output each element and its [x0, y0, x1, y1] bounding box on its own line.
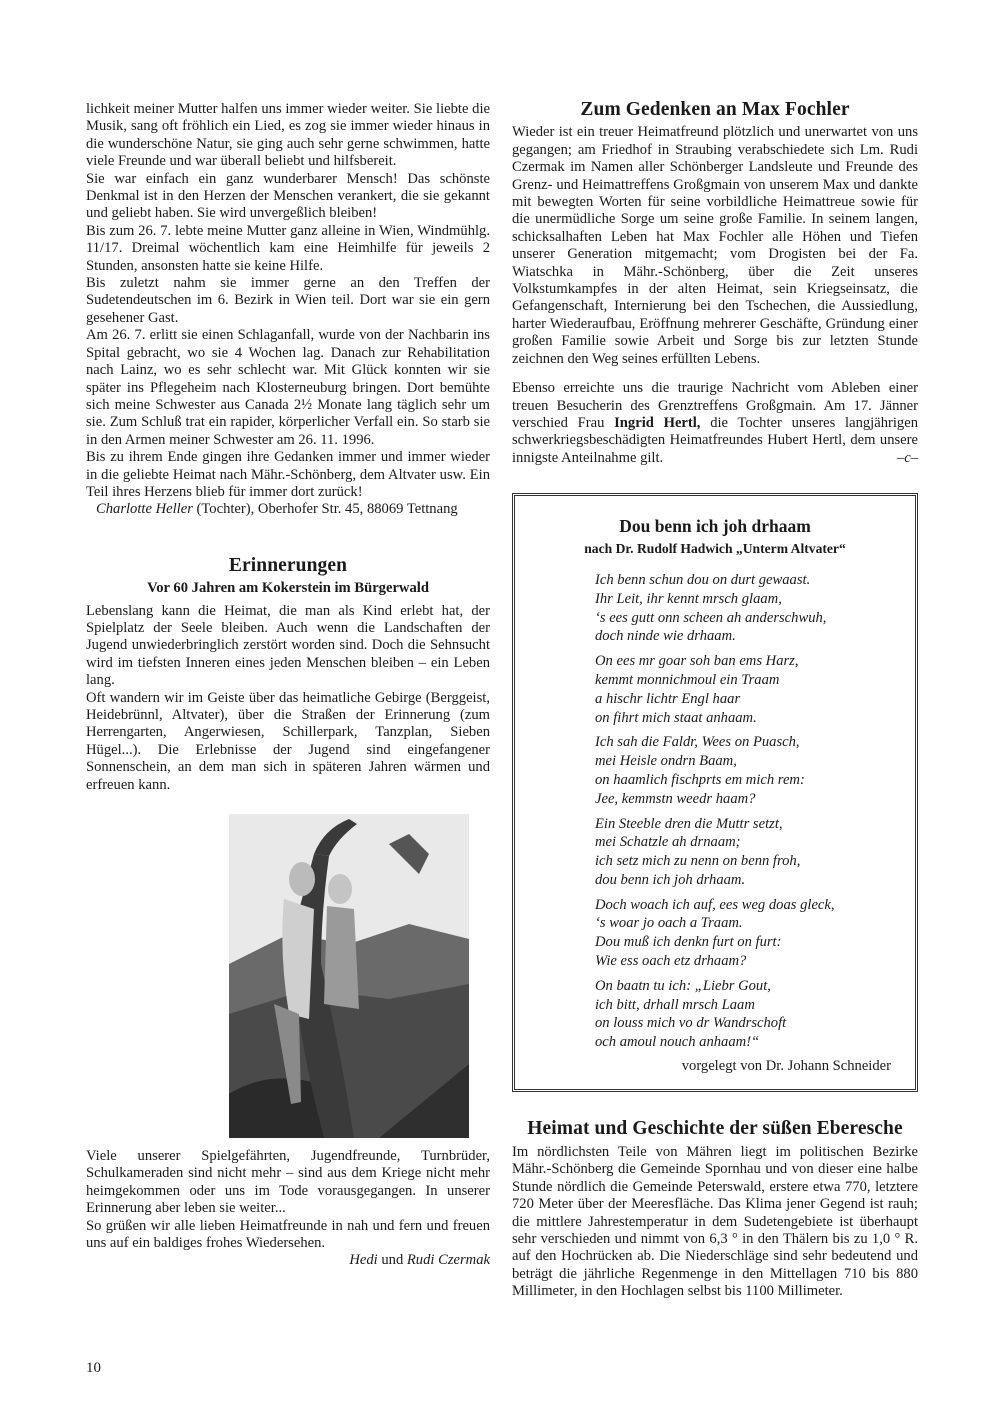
poem-line: on haamlich fischprts em mich rem: [595, 771, 805, 788]
poem-line: ich setz mich zu nenn on benn froh, [595, 853, 801, 870]
fochler-title: Zum Gedenken an Max Fochler [580, 99, 850, 120]
fochler-p2-text-b: die Tochter unseres langjährigen schwerkriegsbeschädigten Heimatfreundes Hubert Hertl, dem unsere innigste Anteilnahme gilt. [512, 414, 918, 466]
signature-rudi: Rudi Czermak [406, 1252, 490, 1269]
poem-stanza [595, 733, 895, 808]
poem-line: mei Heisle ondrn Baam, [595, 753, 737, 770]
poem-line: mei Schatzle ah drnaam; [595, 834, 741, 851]
mutter-author-name: Charlotte Heller [96, 501, 193, 518]
fochler-p2-signature: –c– [896, 449, 918, 466]
poem-line: on louss mich vo dr Wandrschoft [595, 1015, 787, 1032]
poem-stanzas [535, 571, 895, 1052]
poem-line: Doch woach ich auf, ees weg doas gleck, [595, 896, 835, 913]
eberesche-title: Heimat und Geschichte der süßen Eberesche [527, 1118, 903, 1140]
poem-stanza [595, 977, 895, 1052]
page-number: 10 [86, 1360, 101, 1376]
poem-line: Wie ess oach etz drhaam? [595, 953, 747, 970]
erinnerungen-after-photo-2: So grüßen wir alle lieben Heimatfreunde in nah und fern und freuen uns auf ein baldiges frohes Wiedersehen. [86, 1217, 490, 1252]
poem-credit: vorgelegt von Dr. Johann Schneider [681, 1058, 891, 1075]
poem-stanza [595, 571, 895, 646]
poem-line: Dou muß ich denkn furt on furt: [595, 934, 782, 951]
mutter-author-address: (Tochter), Oberhofer Str. 45, 88069 Tettnang [196, 501, 458, 518]
erinnerungen-paragraph-1: Lebenslang kann die Heimat, die man als Kind erlebt hat, der Spielplatz der Seele bleiben. Auch wenn die Landschaften der Jugend unwiederbringlich zerstört worden sind. Doch die Sehnsucht wird im tiefsten Inneren eines jeden Menschen bleiben – ein Leben lang. [86, 602, 490, 689]
poem-line: On baatn tu ich: „Liebr Gout, [595, 977, 771, 994]
left-column [86, 101, 490, 1270]
poem-line: a hischr lichtr Engl haar [595, 690, 741, 707]
signature-hedi: Hedi [349, 1252, 378, 1269]
erinnerungen-subtitle: Vor 60 Jahren am Kokerstein im Bürgerwald [147, 580, 429, 597]
fochler-p2-name: Ingrid Hertl, [614, 414, 701, 431]
poem-line: dou benn ich joh drhaam. [595, 871, 746, 888]
poem-line: on fihrt mich staat anhaam. [595, 709, 757, 726]
mutter-paragraph-6: Bis zu ihrem Ende gingen ihre Gedanken immer und immer wieder in die geliebte Heimat nach Mähr.-Schönberg, dem Altvater usw. Ein Teil ihres Herzens blieb für immer dort zurück! [86, 449, 490, 500]
mutter-paragraph-2: Sie war einfach ein ganz wunderbarer Mensch! Das schönste Denkmal ist in den Herzen der Menschen verankert, die sie gekannt und geliebt haben. Sie wird unvergeßlich bleiben! [86, 170, 490, 222]
erinnerungen-paragraph-2: Oft wandern wir im Geiste über das heimatliche Gebirge (Berggeist, Heidebrünnl, Altvater), über die Straßen der Erinnerung (zum Herrengarten, Angerwiesen, Schillerpark, Tanzplan, Sieben Hügel...). Die Erlebnisse der Jugend sind eingefangener Sonnenschein, an dem man sich in späteren Jahren wärmen und erfreuen kann. [86, 689, 490, 793]
poem-stanza [595, 652, 895, 727]
right-column [512, 101, 918, 1301]
poem-line: doch ninde wie drhaam. [595, 628, 736, 645]
erinnerungen-signature [86, 1252, 490, 1269]
poem-box [512, 493, 918, 1092]
poem-stanza [595, 815, 895, 890]
fochler-p2-text-a: Ebenso erreichte uns die traurige Nachricht vom Ableben einer treuen Besucherin des Grenztreffens Großgmain. Am 17. Jänner verschied Frau [512, 380, 918, 431]
mutter-author [86, 501, 490, 518]
fochler-paragraph-2 [512, 380, 918, 467]
mutter-paragraph-3: Bis zum 26. 7. lebte meine Mutter ganz alleine in Wien, Windmühlg. 11/17. Dreimal wöchentlich kam eine Heimhilfe für jeweils 2 Stunden, ansonsten hatte sie keine Hilfe. [86, 222, 490, 274]
eberesche-paragraph-1: Im nördlichsten Teile von Mähren liegt im politischen Bezirke Mähr.-Schönberg die Gemeinde Spornhau und von dieser eine halbe Stunde nördlich die Gemeinde Peterswald, erstere etwa 770, letztere 720 Meter über der Meeresfläche. Das Klima jener Gegend ist rauh; die mittlere Jahrestemperatur in dem Sudetengebiete ist überhaupt sehr verschieden und nimmt von 6,3 ° in den Thälern bis zu 1,0 ° R. auf den Hochrücken ab. Die Niederschläge sind sehr bedeutend und beträgt die jährliche Regenmenge in den Mittellagen 710 bis 880 Millimeter, in den Hochlagen selbst bis 1100 Millimeter. [512, 1143, 918, 1300]
poem-line: Ich benn schun dou on durt gewaast. [595, 571, 811, 588]
poem-title: Dou benn ich joh drhaam [619, 516, 811, 537]
poem-line: och amoul nouch anhaam!“ [595, 1034, 760, 1051]
poem-line: Jee, kemmstn weedr haam? [595, 790, 756, 807]
photo-couple-at-tree [229, 814, 469, 1138]
poem-line: ‘s ees gutt onn scheen ah anderschwuh, [595, 609, 827, 626]
poem-line: On ees mr goar soh ban ems Harz, [595, 653, 799, 670]
poem-line: ich bitt, drhall mrsch Laam [595, 996, 755, 1013]
mutter-paragraph-4: Bis zuletzt nahm sie immer gerne an den Treffen der Sudetendeutschen im 6. Bezirk in Wien teil. Dort war sie ein gern gesehener Gast. [86, 275, 490, 326]
mutter-paragraph-1: lichkeit meiner Mutter halfen uns immer wieder weiter. Sie liebte die Musik, sang oft fröhlich ein Lied, es zog sie immer wieder hinaus in die wunderschöne Natur, sie ging auch sehr gerne schwimmen, hatte viele Freunde und war überall beliebt und hilfsbereit. [86, 101, 490, 170]
mutter-paragraph-5: Am 26. 7. erlitt sie einen Schlaganfall, wurde von der Nachbarin ins Spital gebracht, wo sie 4 Wochen lag. Danach zur Rehabilitation nach Lainz, wo es sehr schlecht war. Mit Glück konnten wir sie später ins Pflegeheim nach Klosterneuburg bringen. Dort bemühte sich meine Schwester aus Canada 2½ Monate lang täglich sehr um sie. Zum Schluß trat ein rapider, körperlicher Verfall ein. So starb sie in den Armen meiner Schwester am 26. 11. 1996. [86, 327, 490, 448]
poem-line: Ich sah die Faldr, Wees on Puasch, [595, 734, 800, 751]
erinnerungen-title: Erinnerungen [228, 554, 348, 576]
signature-and: und [381, 1252, 404, 1269]
poem-line: kemmt monnichmoul ein Traam [595, 671, 780, 688]
poem-stanza [595, 896, 895, 971]
poem-subtitle: nach Dr. Rudolf Hadwich „Unterm Altvater“ [584, 540, 846, 556]
poem-line: Ihr Leit, ihr kennt mrsch glaam, [595, 590, 782, 607]
fochler-paragraph-1: Wieder ist ein treuer Heimatfreund plötzlich und unerwartet von uns gegangen; am Friedhof in Straubing verabschiedete sich Lm. Rudi Czermak im Namen aller Schönberger Landsleute und Freunde des Grenz- und Heimattreffens Großgmain von unserem Max und dankte mit bewegten Worten für seine vorbildliche Heimattreue sowie für die unermüdliche Sorge um seine große Familie. In seinem langen, schicksalhaften Leben hat Max Fochler alle Höhen und Tiefen unserer Generation mitgemacht; vom Drogisten bei der Fa. Wiatschka in Mähr.-Schönberg, über die Zeit unseres Volkstumkampfes in der alten Heimat, sein Kriegseinsatz, die Gefangenschaft, Internierung bei den Tschechen, die Aussiedlung, harter Wiederaufbau, Eröffnung mehrerer Geschäfte, Gründung einer großen Familie sowie Arbeit und Sorge bis zur letzten Stunde zeichnen den Weg seines erfüllten Lebens. [512, 124, 918, 367]
poem-line: Ein Steeble dren die Muttr setzt, [595, 815, 783, 832]
poem-line: ‘s woar jo oach a Traam. [595, 915, 743, 932]
erinnerungen-after-photo-1: Viele unserer Spielgefährten, Jugendfreunde, Turnbrüder, Schulkameraden sind nicht mehr – sind aus dem Kriege nicht mehr heimgekommen oder uns im Tode vorausgegangen. In unserer Erinnerung aber leben sie weiter... [86, 1148, 490, 1217]
